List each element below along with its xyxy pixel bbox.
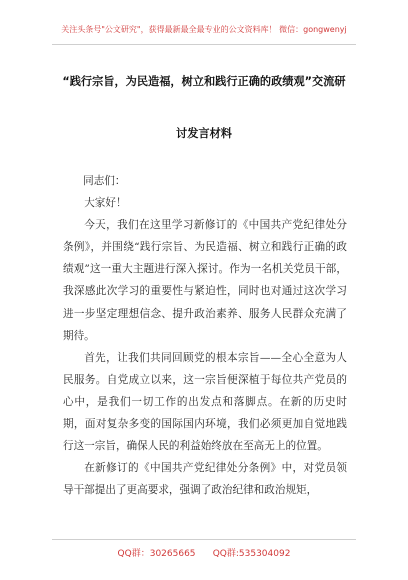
paragraph-1: 今天，我们在这里学习新修订的《中国共产党纪律处分条例》，并围绕“践行宗旨、为民造福、树立和践行正确的政绩观”这一重大主题进行深入探讨。作为一名机关党员干部，我深感此次学习的重要性与紧迫性，同时也对通过这次学习进一步坚定理想信念、提升政治素养、服务人民群众充满了期待。 [63,219,347,342]
greeting: 大家好！ [84,197,127,210]
document-title-line-2: 讨发言材料 [176,127,232,140]
paragraph-2: 首先，让我们共同回顾党的根本宗旨——全心全意为人民服务。自党成立以来，这一宗旨便深植于每位共产党员的心中，是我们一切工作的出发点和落脚点。在新的历史时期，面对复杂多变的国际国内环境，我们必须更加自觉地践行这一宗旨，确保人民的利益始终放在至高无上的位置。 [63,351,347,453]
header-divider [52,44,356,45]
footer-divider [52,539,356,540]
paragraph-3: 在新修订的《中国共产党纪律处分条例》中，对党员领导干部提出了更高要求，强调了政治纪律和政治规矩， [63,462,347,497]
page-footer-contact: QQ群：30265665 QQ群:535304092 [117,549,291,559]
document-body [63,170,347,501]
salutation: 同志们： [83,175,126,187]
document-title-line-1: “践行宗旨，为民造福，树立和践行正确的政绩观”交流研 [62,75,346,88]
page-header-notice: 关注头条号"公文研究"，获得最新最全最专业的公文资料库！ 微信：gongwenyj [61,25,347,34]
